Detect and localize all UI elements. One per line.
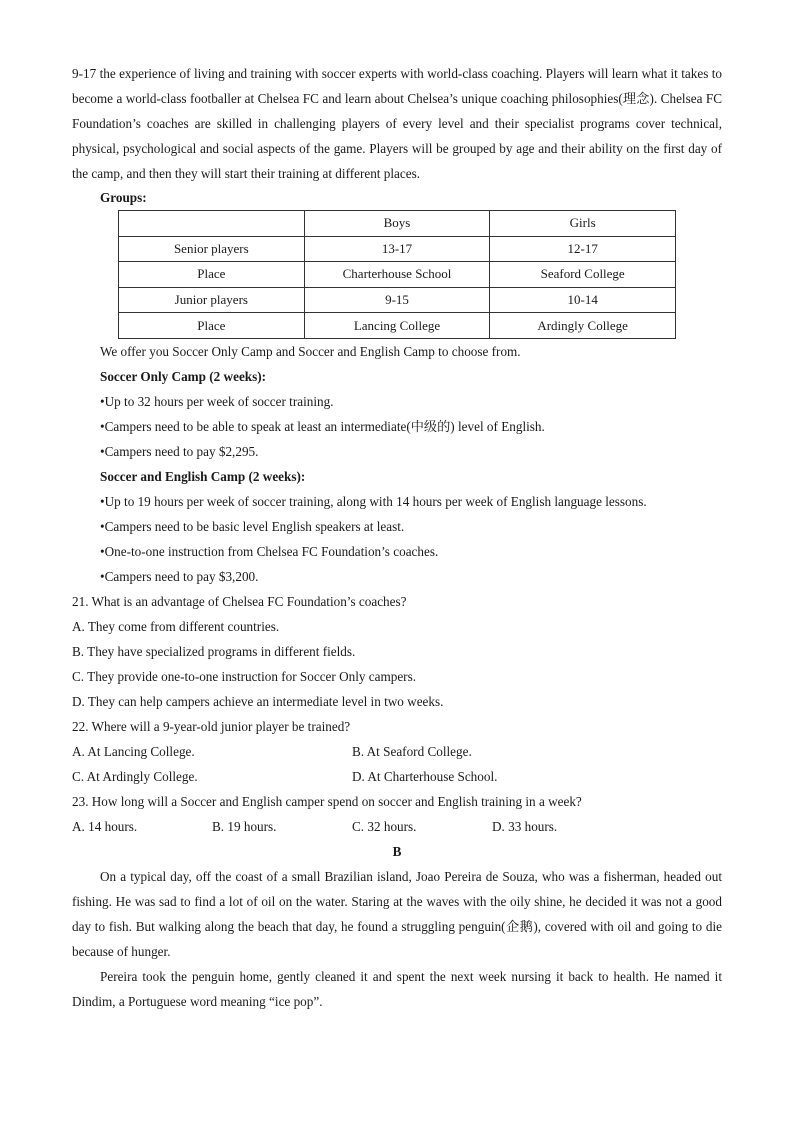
q22-option-c: C. At Ardingly College. xyxy=(72,769,198,784)
list-item: •Campers need to be basic level English speakers at least. xyxy=(100,519,405,534)
table-row xyxy=(119,287,676,313)
table-cell: Charterhouse School xyxy=(304,262,490,288)
table-row xyxy=(119,236,676,262)
table-cell: 10-14 xyxy=(490,287,676,313)
list-item: •One-to-one instruction from Chelsea FC Foundation’s coaches. xyxy=(100,544,439,559)
section-b-paragraph-2: Pereira took the penguin home, gently cleaned it and spent the next week nursing it back to health. He named it Dindim, a Portuguese word meaning “ice pop”. xyxy=(72,969,722,1009)
list-item: •Up to 19 hours per week of soccer training, along with 14 hours per week of English language lessons. xyxy=(100,494,647,509)
offer-text: We offer you Soccer Only Camp and Soccer and English Camp to choose from. xyxy=(100,344,521,359)
question-23: 23. How long will a Soccer and English camper spend on soccer and English training in a week? xyxy=(72,794,582,809)
soccer-english-heading: Soccer and English Camp (2 weeks): xyxy=(100,469,306,484)
table-cell: Ardingly College xyxy=(490,313,676,339)
table-cell: 12-17 xyxy=(490,236,676,262)
table-header-row xyxy=(119,211,676,237)
section-b-title: B xyxy=(392,844,402,859)
q23-option-d: D. 33 hours. xyxy=(492,819,558,834)
q23-option-c: C. 32 hours. xyxy=(352,819,417,834)
table-cell: Senior players xyxy=(119,236,305,262)
table-cell: Junior players xyxy=(119,287,305,313)
q21-option-b: B. They have specialized programs in different fields. xyxy=(72,644,356,659)
table-cell: Seaford College xyxy=(490,262,676,288)
table-header-cell: Girls xyxy=(490,211,676,237)
table-cell: Lancing College xyxy=(304,313,490,339)
intro-paragraph: 9-17 the experience of living and training with soccer experts with world-class coaching. Players will learn what it takes to become a world-class footballer at Chelsea FC and learn about Chelsea’s unique coaching philosophies(理念). Chelsea FC Foundation’s coaches are skilled in challenging players of every level and their specialist programs cover technical, physical, psychological and social aspects of the game. Players will be grouped by age and their ability on the first day of the camp, and then they will start their training at different places. xyxy=(72,66,722,181)
q23-option-b: B. 19 hours. xyxy=(212,819,277,834)
question-22: 22. Where will a 9-year-old junior player be trained? xyxy=(72,719,351,734)
soccer-only-heading: Soccer Only Camp (2 weeks): xyxy=(100,369,267,384)
list-item: •Up to 32 hours per week of soccer training. xyxy=(100,394,334,409)
table-row xyxy=(119,262,676,288)
question-21: 21. What is an advantage of Chelsea FC Foundation’s coaches? xyxy=(72,594,407,609)
q22-option-a: A. At Lancing College. xyxy=(72,744,195,759)
q21-option-c: C. They provide one-to-one instruction for Soccer Only campers. xyxy=(72,669,417,684)
list-item: •Campers need to pay $2,295. xyxy=(100,444,259,459)
table-cell: Place xyxy=(119,313,305,339)
q21-option-d: D. They can help campers achieve an intermediate level in two weeks. xyxy=(72,694,444,709)
section-b-paragraph-1: On a typical day, off the coast of a small Brazilian island, Joao Pereira de Souza, who was a fisherman, headed out fishing. He was sad to find a lot of oil on the water. Staring at the waves with the oily shine, he decided it was not a good day to fish. But walking along the beach that day, he found a struggling penguin(企鹅), covered with oil and going to die because of hunger. xyxy=(72,869,722,959)
table-header-cell xyxy=(119,211,305,237)
table-cell: 9-15 xyxy=(304,287,490,313)
table-header-cell: Boys xyxy=(304,211,490,237)
groups-table xyxy=(118,210,676,339)
table-row xyxy=(119,313,676,339)
q23-option-a: A. 14 hours. xyxy=(72,819,138,834)
list-item: •Campers need to be able to speak at least an intermediate(中级的) level of English. xyxy=(100,419,545,434)
groups-label: Groups: xyxy=(100,190,147,205)
q21-option-a: A. They come from different countries. xyxy=(72,619,280,634)
q22-option-b: B. At Seaford College. xyxy=(352,744,472,759)
table-cell: 13-17 xyxy=(304,236,490,262)
q22-option-d: D. At Charterhouse School. xyxy=(352,769,498,784)
list-item: •Campers need to pay $3,200. xyxy=(100,569,259,584)
table-cell: Place xyxy=(119,262,305,288)
